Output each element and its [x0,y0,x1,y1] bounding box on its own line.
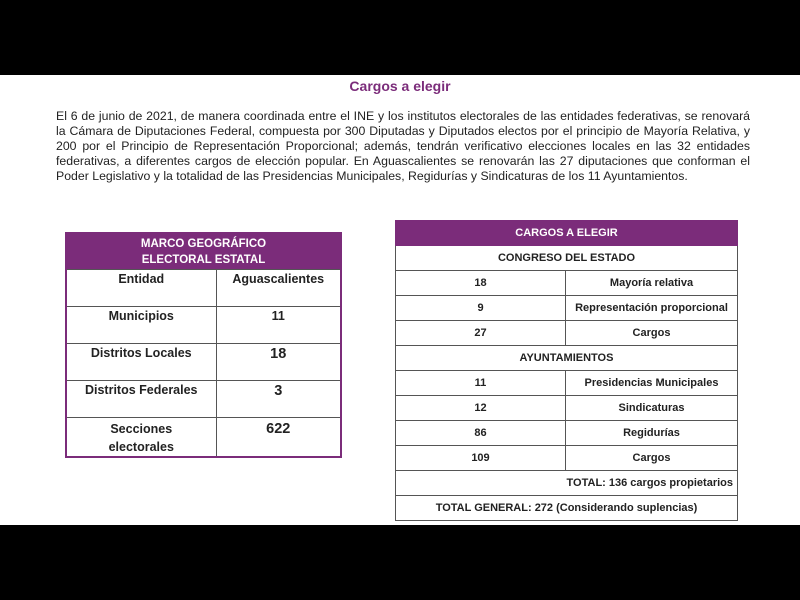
row-label: Entidad [66,270,216,307]
table-row [396,421,738,446]
cargos-header-row [396,221,738,246]
total-general-row [396,496,738,521]
row-label: Representación proporcional [566,296,738,321]
row-value: 18 [216,344,341,381]
row-num: 12 [396,396,566,421]
table-row [396,321,738,346]
row-label: Distritos Locales [66,344,216,381]
cargos-table [395,220,738,521]
table-row [396,396,738,421]
section-row [396,246,738,271]
row-num: 86 [396,421,566,446]
row-num: 11 [396,371,566,396]
row-value: 622 [216,418,341,458]
marco-geografico-table [65,232,342,458]
table-row [396,371,738,396]
table-row [66,381,341,418]
row-value: Aguascalientes [216,270,341,307]
table-row [66,307,341,344]
total-row [396,471,738,496]
marco-header-row [66,233,341,270]
marco-header-line1: MARCO GEOGRÁFICO [140,237,267,250]
row-value: 3 [216,381,341,418]
total-cell: TOTAL: 136 cargos propietarios [396,471,738,496]
section-row [396,346,738,371]
row-label: Cargos [566,446,738,471]
table-row [396,271,738,296]
row-num: 18 [396,271,566,296]
total-general-cell: TOTAL GENERAL: 272 (Considerando suplencias) [396,496,738,521]
table-row [396,446,738,471]
table-row [66,418,341,458]
congreso-title: CONGRESO DEL ESTADO [396,246,738,271]
row-value: 11 [216,307,341,344]
row-label-line2: electorales [108,440,174,454]
ayuntamientos-title: AYUNTAMIENTOS [396,346,738,371]
row-label: Municipios [66,307,216,344]
document-page [0,75,800,525]
row-num: 109 [396,446,566,471]
table-row [66,344,341,381]
table-row [396,296,738,321]
row-label-line1: Secciones [110,422,173,436]
row-label: Presidencias Municipales [566,371,738,396]
row-label: Mayoría relativa [566,271,738,296]
row-label: Sindicaturas [566,396,738,421]
marco-header [66,233,341,270]
row-label: Regidurías [566,421,738,446]
row-label: Cargos [566,321,738,346]
marco-header-line2: ELECTORAL ESTATAL [141,253,266,266]
row-label [66,418,216,458]
row-num: 9 [396,296,566,321]
row-label: Distritos Federales [66,381,216,418]
page-title: Cargos a elegir [349,78,451,94]
cargos-header: CARGOS A ELEGIR [396,221,738,246]
row-num: 27 [396,321,566,346]
table-row [66,270,341,307]
intro-paragraph: El 6 de junio de 2021, de manera coordinada entre el INE y los institutos electorales de las entidades federativas, se renovará la Cámara de Diputaciones Federal, compuesta por 300 Diputadas y Diputados electos por el principio de Mayoría Relativa, y 200 por el Principio de Representación Proporcional; además, tendrán verificativo elecciones locales en las 32 entidades federativas, a diferentes cargos de elección popular. En Aguascalientes se renovarán las 27 diputaciones que conforman el Poder Legislativo y la totalidad de las Presidencias Municipales, Regidurías y Sindicaturas de los 11 Ayuntamientos. [56,109,750,183]
